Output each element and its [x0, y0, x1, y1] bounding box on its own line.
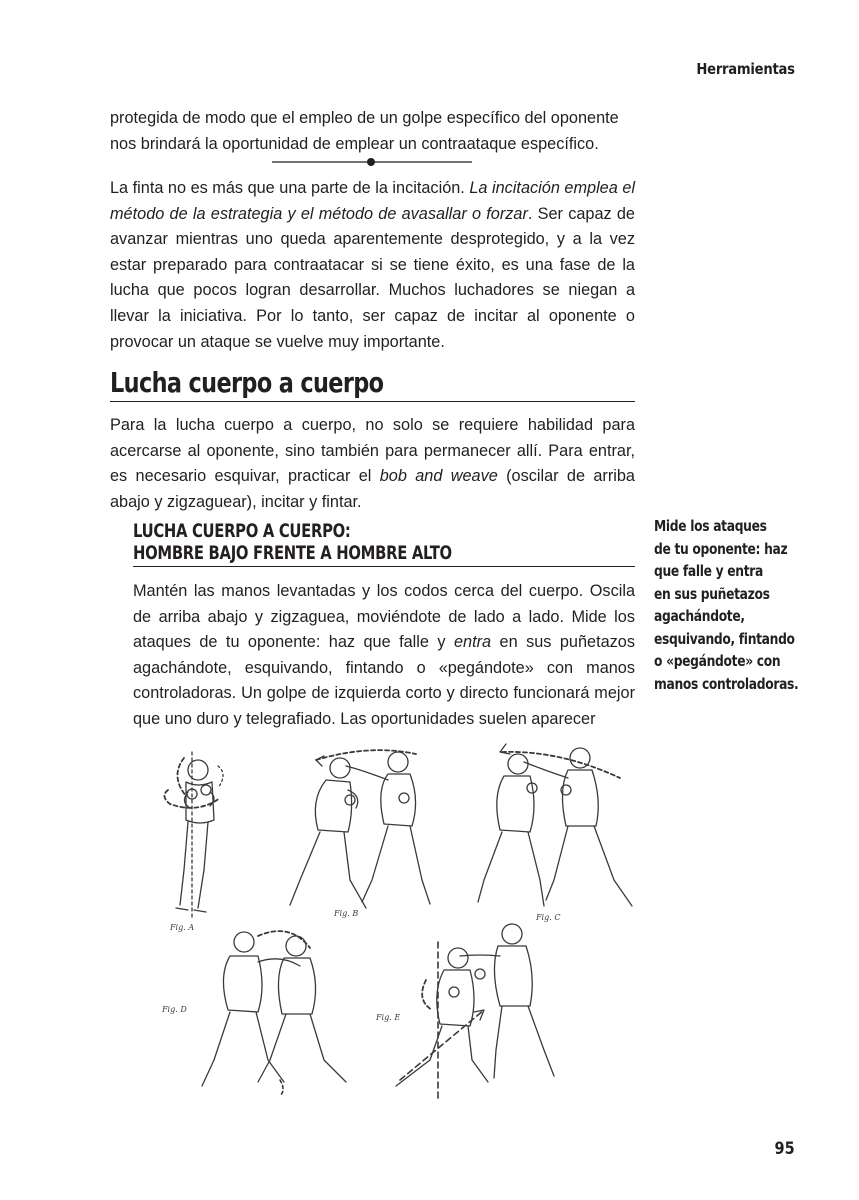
paragraph-line: nos brindará la oportunidad de emplear un contraataque específico. [110, 134, 599, 153]
section-heading-text: Lucha cuerpo a cuerpo [110, 366, 384, 399]
margin-note-line: en sus puñetazos [654, 584, 770, 603]
figure-c-boxers [478, 744, 632, 906]
text-run-italic: entra [453, 633, 492, 652]
figure-label: Fig. B [334, 909, 359, 918]
text-run: . Ser capaz de avanzar mientras uno queda aparentemente desprotegido, y a la vez estar preparado para contraatacar si se tiene éxito, es una fase de la lucha que pocos logran desarrollar. Muchos luchadores se niegan a llevar la iniciativa. Por lo tanto, ser capaz de incitar al oponente o provocar un ataque se vuelve muy importante. [110, 204, 635, 351]
figure-b-boxers [290, 750, 430, 908]
paragraph-manos [133, 579, 635, 733]
subsection-heading [133, 520, 635, 567]
figure-label: Fig. D [162, 1005, 187, 1014]
figure-label: Fig. E [376, 1013, 401, 1022]
paragraph-continuation [110, 106, 635, 157]
margin-note-line: que falle y entra [654, 562, 763, 580]
running-head: Herramientas [696, 60, 795, 78]
text-run-italic: bob and weave [379, 467, 498, 486]
figure-a-boxer [164, 752, 223, 920]
margin-note-line: esquivando, fintando [654, 629, 795, 648]
text-run: (oscilar de arriba abajo y zigzaguear), incitar y fintar. [110, 467, 635, 511]
section-heading [110, 367, 635, 402]
margin-note-line: Mide los ataques [654, 517, 767, 535]
text-run: en sus puñetazos agachándote, esquivando, fintando o «pegándote» con manos controladoras. Un golpe de izquierda corto y directo funcionará mejor que uno duro y telegrafiado. Las oportunidades suelen aparecer [133, 633, 635, 728]
paragraph-line: protegida de modo que el empleo de un golpe específico del oponente [110, 109, 619, 127]
margin-note-line: manos controladoras. [654, 674, 799, 693]
figure-d-boxers [202, 931, 346, 1096]
subsection-heading-line: LUCHA CUERPO A CUERPO: [133, 520, 351, 542]
text-run-italic: La incitación emplea el método de la estrategia y el método de avasallar o forzar [110, 179, 635, 223]
figure-e-boxers [396, 924, 554, 1100]
margin-note-line: de tu oponente: haz [654, 539, 788, 558]
figure-label: Fig. A [170, 923, 195, 932]
paragraph-finta [110, 176, 635, 355]
margin-note [654, 515, 829, 695]
text-run: La finta no es más que una parte de la incitación. [110, 179, 470, 197]
figure-label: Fig. C [536, 913, 561, 922]
text-run: Mantén las manos levantadas y los codos cerca del cuerpo. Oscila de arriba abajo y zigzaguea, moviéndote de lado a lado. Mide los ataques de tu oponente: haz que falle y [133, 582, 635, 652]
boxing-illustrations [140, 730, 670, 1115]
paragraph-lucha [110, 413, 635, 515]
subsection-heading-line: HOMBRE BAJO FRENTE A HOMBRE ALTO [133, 542, 452, 564]
page-number: 95 [774, 1139, 795, 1159]
margin-note-line: o «pegándote» con [654, 652, 781, 670]
text-run: Para la lucha cuerpo a cuerpo, no solo se requiere habilidad para acercarse al oponente, sino también para permanecer allí. Para entrar, es necesario esquivar, practicar el [110, 416, 635, 486]
section-divider-ornament [272, 157, 472, 167]
margin-note-line: agachándote, [654, 607, 745, 625]
